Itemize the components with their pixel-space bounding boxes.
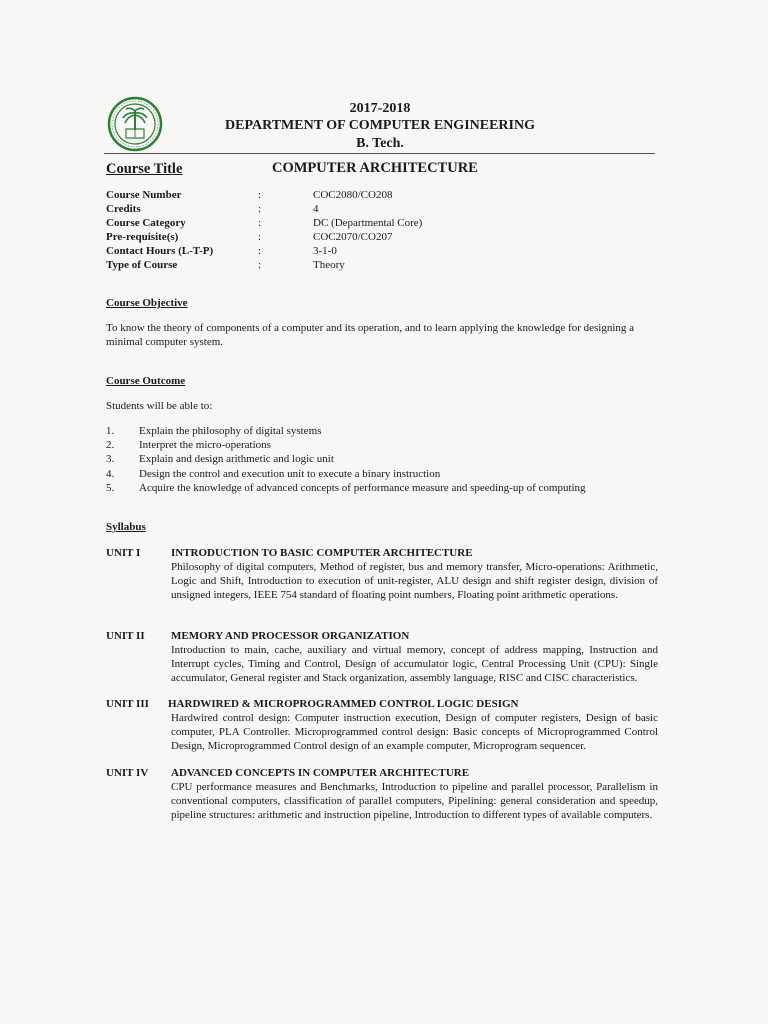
course-objective-text: To know the theory of components of a computer and its operation, and to learn applying the knowledge for designing a minimal computer system. — [106, 322, 635, 348]
info-label: Pre-requisite(s) — [106, 231, 179, 243]
course-outcome-heading: Course Outcome — [106, 375, 186, 387]
unit-title: INTRODUCTION TO BASIC COMPUTER ARCHITECTURE — [171, 547, 473, 559]
info-label: Credits — [106, 203, 141, 215]
list-item-number: 5. — [106, 481, 115, 494]
list-item-number: 2. — [106, 439, 115, 452]
list-item-text: Explain and design arithmetic and logic unit — [139, 453, 334, 466]
info-label: Contact Hours (L-T-P) — [106, 245, 214, 257]
unit-body: Introduction to main, cache, auxiliary and virtual memory, concept of address mapping, Instruction and Interrupt cycles, Timing and Control, Design of accumulator logic, Central Processing Unit (CPU): Single accumulator, General register and Stack organization, assembly language, RISC and CISC characteristics. — [171, 644, 658, 684]
info-colon: : — [258, 203, 262, 215]
unit-name: UNIT II — [106, 630, 145, 642]
list-item-number: 4. — [106, 467, 115, 480]
list-item-number: 3. — [106, 453, 115, 466]
unit-body: CPU performance measures and Benchmarks, Introduction to pipeline and parallel processor, Parallelism in conventional computers, classification of parallel computers, Pipelining: general consideration and speedup, pipeline structures: arithmetic and instruction pipeline, Introduction to different types of available computers. — [171, 781, 658, 821]
info-colon: : — [258, 217, 262, 229]
info-colon: : — [258, 259, 262, 271]
info-value: 3-1-0 — [313, 245, 337, 257]
info-colon: : — [258, 189, 262, 201]
unit-title: HARDWIRED & MICROPROGRAMMED CONTROL LOGIC DESIGN — [168, 698, 519, 710]
course-objective-heading: Course Objective — [106, 297, 188, 309]
program-name: B. Tech. — [356, 136, 404, 151]
list-item-text: Design the control and execution unit to execute a binary instruction — [139, 467, 441, 480]
course-title-label: Course Title — [106, 161, 183, 177]
university-seal-icon — [107, 96, 163, 152]
info-value: COC2080/CO208 — [313, 189, 393, 201]
info-value: DC (Departmental Core) — [313, 217, 423, 229]
info-colon: : — [258, 231, 262, 243]
list-item-text: Interpret the micro-operations — [139, 439, 271, 452]
unit-name: UNIT I — [106, 547, 141, 559]
academic-year: 2017-2018 — [349, 101, 411, 116]
info-value: Theory — [313, 259, 345, 271]
course-title-value: COMPUTER ARCHITECTURE — [272, 160, 478, 176]
unit-body: Hardwired control design: Computer instruction execution, Design of computer registers, Design of basic computer, PLA Controller. Microprogrammed control design: Basic concepts of Microprogrammed Control Design, Microprogrammed Control design of an example computer, Microprogram sequencer. — [171, 712, 658, 752]
unit-title: MEMORY AND PROCESSOR ORGANIZATION — [171, 630, 410, 642]
info-value: COC2070/CO207 — [313, 231, 393, 243]
unit-body: Philosophy of digital computers, Method of register, bus and memory transfer, Micro-operations: Arithmetic, Logic and Shift, Introduction to execution of unit-register, ALU design and shift register design, division of unsigned integers, IEEE 754 standard of floating point numbers, Floating point arithmetic operations. — [171, 561, 658, 601]
info-colon: : — [258, 245, 262, 257]
unit-name: UNIT IV — [106, 767, 149, 779]
info-label: Course Number — [106, 189, 182, 201]
list-item-text: Explain the philosophy of digital systems — [139, 425, 322, 437]
list-item-text: Acquire the knowledge of advanced concepts of performance measure and speeding-up of computing — [139, 481, 586, 494]
course-outcome-intro: Students will be able to: — [106, 400, 213, 412]
info-label: Type of Course — [106, 259, 178, 271]
info-value: 4 — [313, 203, 319, 215]
header-divider — [104, 153, 655, 154]
syllabus-heading: Syllabus — [106, 521, 146, 533]
unit-name: UNIT III — [106, 698, 149, 710]
unit-title: ADVANCED CONCEPTS IN COMPUTER ARCHITECTURE — [171, 767, 470, 779]
info-label: Course Category — [106, 217, 186, 229]
department-name: DEPARTMENT OF COMPUTER ENGINEERING — [225, 118, 535, 133]
document-header — [180, 101, 580, 152]
list-item-number: 1. — [106, 425, 115, 437]
